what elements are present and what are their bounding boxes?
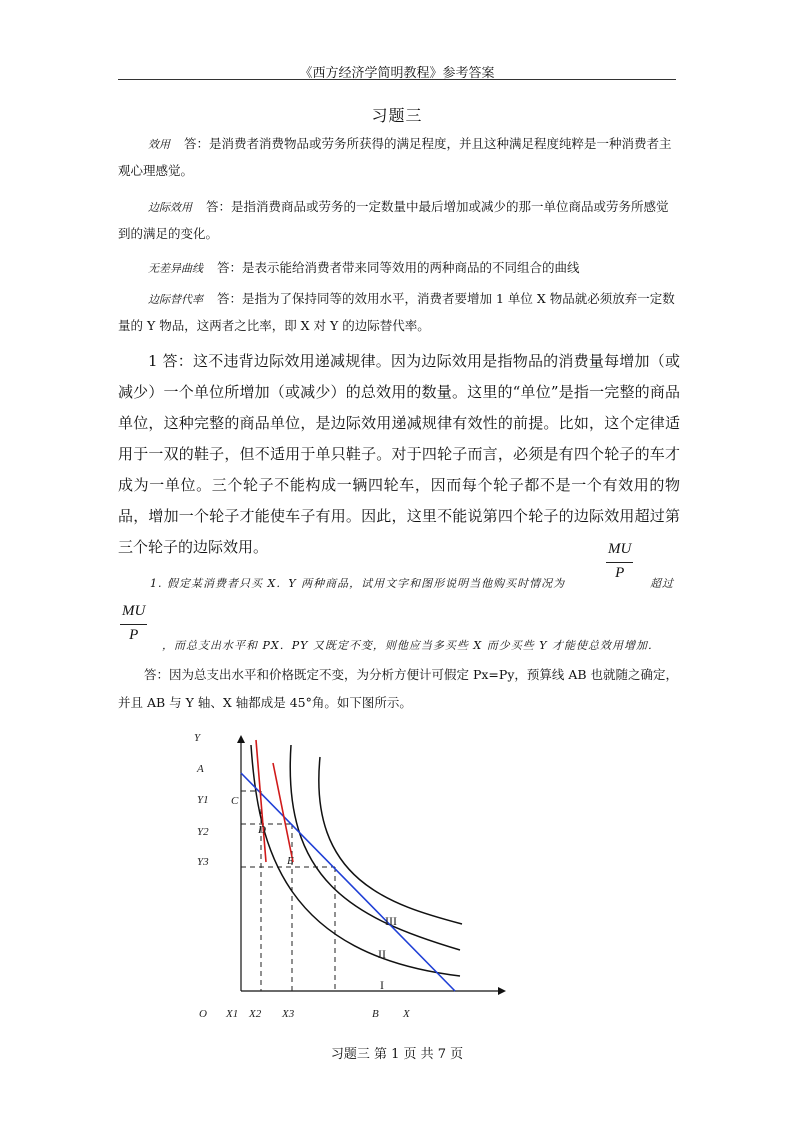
budget-line-AB [241, 773, 455, 991]
definition-term: 效用 [148, 138, 170, 151]
point-A-label: A [197, 763, 204, 775]
fraction-numerator: MU [122, 603, 146, 619]
section-title: 习题三 [371, 106, 423, 125]
curve-III-label: III [385, 914, 397, 928]
x-axis-label: X [403, 1008, 410, 1020]
point-C-label: C [231, 795, 239, 807]
question-part3: ，而总支出水平和 PX．PY 又既定不变，则他应当多买些 X 而少买些 Y 才能使总效用增加． [162, 639, 660, 652]
curve-II-label: II [378, 947, 386, 961]
indifference-curve-I [251, 745, 460, 976]
x3-label: X3 [282, 1008, 295, 1020]
page-footer: 习题三 第 1 页 共 7 页 [330, 1047, 464, 1062]
page-header: 《西方经济学简明教程》参考答案 [299, 66, 495, 81]
fraction-denominator: P [615, 565, 625, 581]
indifference-curve-III [319, 757, 462, 924]
y1-label: Y1 [197, 794, 209, 806]
definition-term: 无差异曲线 [148, 262, 203, 275]
origin-label: O [199, 1008, 207, 1020]
answer-2-text: 答：因为总支出水平和价格既定不变，为分析方便计可假定 Px=Py，预算线 AB 也就随之确定，并且 AB 与 Y 轴、X 轴都成是 45°角。如下图所示。 [118, 667, 679, 710]
definition-text: 答：是指为了保持同等的效用水平，消费者要增加 1 单位 X 物品就必须放弃一定数量的 Y 物品，这两者之比率，即 X 对 Y 的边际替代率。 [118, 291, 675, 333]
fraction-numerator: MU [608, 541, 632, 557]
curve-I-label: I [380, 978, 384, 992]
definition-text: 答：是指消费商品或劳务的一定数量中最后增加或减少的那一单位商品或劳务所感觉到的满足的变化。 [118, 199, 669, 241]
x1-label: X1 [226, 1008, 239, 1020]
question-part1: 1. 假定某消费者只买 X．Y 两种商品，试用文字和图形说明当他购买时情况为 [150, 577, 566, 590]
definition-text: 答：是表示能给消费者带来同等效用的两种商品的不同组合的曲线 [217, 260, 580, 275]
definition-text: 答：是消费者消费物品或劳务所获得的满足程度，并且这种满足程度纯粹是一种消费者主观心理感觉。 [118, 136, 672, 178]
point-D-label: D [258, 824, 266, 836]
question-part2: 超过 [650, 577, 674, 590]
definition-term: 边际效用 [148, 201, 192, 214]
answer-1-text: 1 答：这不违背边际效用递减规律。因为边际效用是指物品的消费量每增加（或减少）一个单位所增加（或减少）的总效用的数量。这里的“单位”是指一完整的商品单位，这种完整的商品单位，是边际效用递减规律有效性的前提。比如，这个定律适用于一双的鞋子，但不适用于单只鞋子。对于四轮子而言，必须是有四个轮子的车才成为一单位。三个轮子不能构成一辆四轮车，因而每个轮子都不是一个有效用的物品，增加一个轮子才能使车子有用。因此，这里不能说第四个轮子的边际效用超过第三个轮子的边际效用。 [118, 352, 680, 556]
fraction-denominator: P [129, 627, 139, 643]
y3-label: Y3 [197, 856, 209, 868]
y-axis-label: Y [194, 732, 201, 744]
y2-label: Y2 [197, 826, 209, 838]
definition-term: 边际替代率 [148, 293, 203, 306]
x2-label: X2 [249, 1008, 262, 1020]
point-B-label: B [372, 1008, 379, 1020]
point-E-label: E [287, 855, 294, 867]
